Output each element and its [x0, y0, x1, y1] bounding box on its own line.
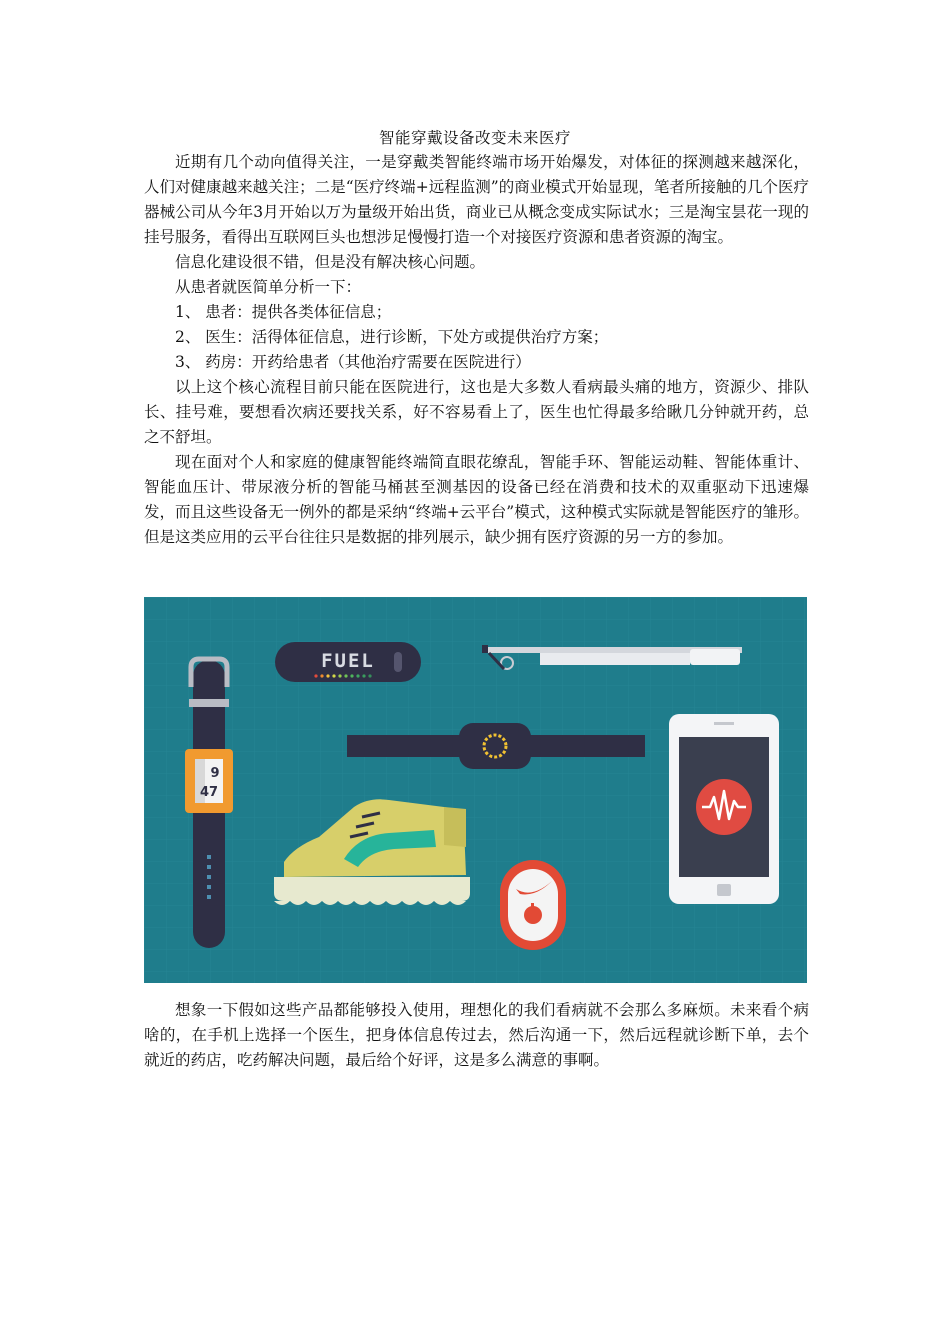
closing-section	[144, 998, 809, 1073]
document-body	[144, 150, 809, 550]
paragraph: 信息化建设很不错，但是没有解决核心问题。	[175, 253, 486, 271]
document-title: 智能穿戴设备改变未来医疗	[378, 129, 571, 147]
fuelband-icon	[275, 642, 421, 682]
smartphone-heartbeat-icon	[669, 714, 779, 904]
list-item: 1、 患者：提供各类体征信息；	[175, 303, 392, 321]
illustration-svg	[144, 597, 807, 983]
paragraph: 近期有几个动向值得关注，一是穿戴类智能终端市场开始爆发，对体征的探测越来越深化，人们对健康越来越关注；二是“医疗终端+远程监测”的商业模式开始显现，笔者所接触的几个医疗器械公司从今年3月开始以万为量级开始出货，商业已从概念变成实际试水；三是淘宝昙花一现的挂号服务，看得出互联网巨头也想涉足慢慢打造一个对接医疗资源和患者资源的淘宝。	[144, 153, 809, 246]
fuelband-text: FUEL	[321, 650, 375, 672]
paragraph: 想象一下假如这些产品都能够投入使用，理想化的我们看病就不会那么多麻烦。未来看个病啥的，在手机上选择一个医生，把身体信息传过去，然后沟通一下，然后远程就诊断下单，去个就近的药店，吃药解决问题，最后给个好评，这是多么满意的事啊。	[144, 1001, 809, 1069]
paragraph: 现在面对个人和家庭的健康智能终端简直眼花缭乱，智能手环、智能运动鞋、智能体重计、智能血压计、带尿液分析的智能马桶甚至测基因的设备已经在消费和技术的双重驱动下迅速爆发，而且这些设备无一例外的都是采纳“终端+云平台”模式，这种模式实际就是智能医疗的雏形。但是这类应用的云平台往往只是数据的排列展示，缺少拥有医疗资源的另一方的参加。	[144, 453, 809, 546]
watch-hour: 9	[210, 766, 220, 781]
watch-minute: 47	[199, 785, 219, 800]
wearables-illustration	[144, 597, 807, 983]
paragraph: 从患者就医简单分析一下：	[175, 278, 362, 296]
list-item: 2、 医生：活得体征信息，进行诊断，下处方或提供治疗方案；	[175, 328, 609, 346]
nike-plus-sensor-icon	[500, 860, 566, 950]
list-item: 3、 药房：开药给患者（其他治疗需要在医院进行）	[175, 353, 531, 371]
paragraph: 以上这个核心流程目前只能在医院进行，这也是大多数人看病最头痛的地方，资源少、排队长、挂号难，要想看次病还要找关系，好不容易看上了，医生也忙得最多给瞅几分钟就开药，总之不舒坦。	[144, 378, 809, 446]
